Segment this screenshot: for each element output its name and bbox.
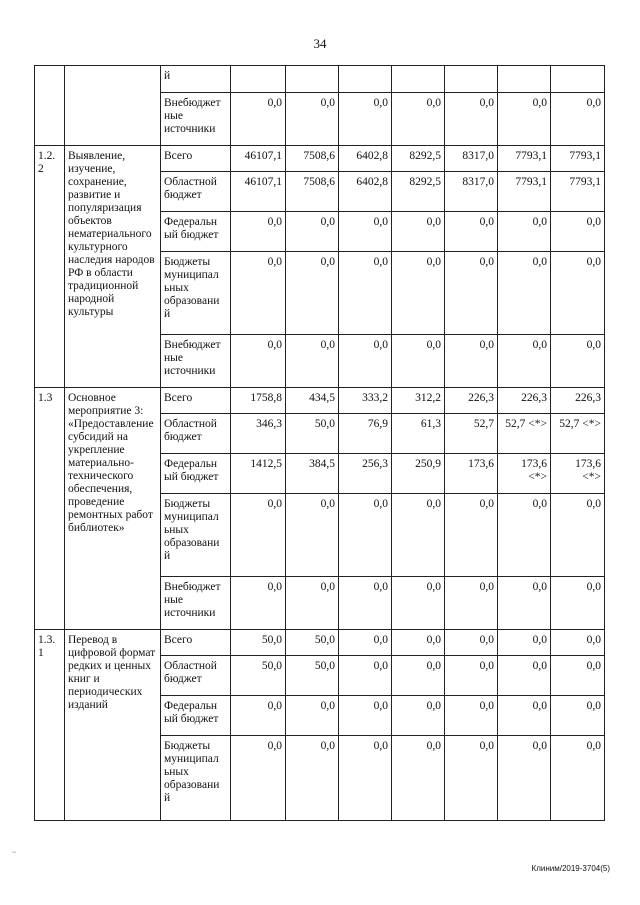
value-cell: 0,0 (286, 93, 339, 146)
value-cell: 0,0 (339, 494, 392, 577)
value-cell: 0,0 (339, 656, 392, 696)
source-cell: Областной бюджет (161, 656, 231, 696)
value-cell: 0,0 (339, 696, 392, 736)
scan-margin-mark: ~ (12, 848, 17, 857)
value-cell: 50,0 (286, 630, 339, 656)
value-cell: 0,0 (551, 736, 605, 821)
value-cell: 0,0 (551, 656, 605, 696)
value-cell: 0,0 (339, 252, 392, 335)
measure-name-cell: Выявление, изучение, сохранение, развитие и популяризация объектов нематериального культурного наследия народов РФ в области традиционной народной культуры (65, 146, 161, 388)
value-cell: 0,0 (286, 252, 339, 335)
value-cell: 226,3 (498, 388, 551, 414)
value-cell: 6402,8 (339, 146, 392, 172)
table-row (35, 146, 605, 172)
value-cell: 0,0 (392, 212, 445, 252)
value-cell: 50,0 (231, 656, 286, 696)
value-cell: 0,0 (498, 252, 551, 335)
value-cell: 0,0 (286, 212, 339, 252)
value-cell: 7793,1 (498, 172, 551, 212)
value-cell: 50,0 (286, 656, 339, 696)
value-cell: 8292,5 (392, 172, 445, 212)
source-cell: Бюджеты муниципал ьных образовани й (161, 252, 231, 335)
value-cell: 0,0 (231, 736, 286, 821)
source-cell: Всего (161, 630, 231, 656)
value-cell (231, 66, 286, 93)
value-cell: 0,0 (392, 93, 445, 146)
value-cell: 0,0 (551, 93, 605, 146)
value-cell: 46107,1 (231, 146, 286, 172)
value-cell: 61,3 (392, 414, 445, 454)
value-cell: 0,0 (445, 494, 498, 577)
value-cell: 250,9 (392, 454, 445, 494)
value-cell: 0,0 (498, 212, 551, 252)
value-cell: 0,0 (551, 696, 605, 736)
value-cell: 312,2 (392, 388, 445, 414)
value-cell: 0,0 (498, 577, 551, 630)
value-cell: 0,0 (498, 696, 551, 736)
code-cell (35, 66, 65, 146)
value-cell: 0,0 (286, 736, 339, 821)
value-cell: 0,0 (286, 577, 339, 630)
value-cell: 0,0 (231, 212, 286, 252)
value-cell: 384,5 (286, 454, 339, 494)
measure-name-cell (65, 66, 161, 146)
value-cell: 1412,5 (231, 454, 286, 494)
value-cell: 0,0 (551, 212, 605, 252)
source-cell: Федеральн ый бюджет (161, 696, 231, 736)
value-cell: 0,0 (445, 736, 498, 821)
value-cell: 7793,1 (498, 146, 551, 172)
value-cell: 0,0 (445, 252, 498, 335)
value-cell: 256,3 (339, 454, 392, 494)
value-cell (339, 66, 392, 93)
value-cell: 0,0 (445, 630, 498, 656)
value-cell: 0,0 (498, 335, 551, 388)
value-cell: 434,5 (286, 388, 339, 414)
value-cell: 0,0 (392, 630, 445, 656)
value-cell: 0,0 (498, 736, 551, 821)
value-cell: 7508,6 (286, 172, 339, 212)
value-cell: 0,0 (392, 494, 445, 577)
value-cell: 173,6 (445, 454, 498, 494)
value-cell: 46107,1 (231, 172, 286, 212)
value-cell: 0,0 (445, 335, 498, 388)
value-cell: 52,7 <*> (551, 414, 605, 454)
source-cell: Бюджеты муниципал ьных образовани й (161, 494, 231, 577)
value-cell: 50,0 (231, 630, 286, 656)
value-cell: 0,0 (339, 212, 392, 252)
source-cell: Внебюджет ные источники (161, 577, 231, 630)
value-cell: 0,0 (551, 335, 605, 388)
value-cell: 0,0 (445, 93, 498, 146)
value-cell: 0,0 (339, 577, 392, 630)
table-row (35, 388, 605, 414)
value-cell: 0,0 (392, 335, 445, 388)
source-cell: Федеральн ый бюджет (161, 454, 231, 494)
value-cell: 0,0 (498, 630, 551, 656)
source-cell: Областной бюджет (161, 414, 231, 454)
value-cell (445, 66, 498, 93)
value-cell: 0,0 (231, 577, 286, 630)
budget-table-body (35, 66, 605, 821)
value-cell: 0,0 (286, 335, 339, 388)
value-cell: 8317,0 (445, 172, 498, 212)
source-cell: Внебюджет ные источники (161, 335, 231, 388)
measure-name-cell: Основное мероприятие 3: «Предоставление субсидий на укрепление материально-технического обеспечения, проведение ремонтных работ библиотек» (65, 388, 161, 630)
value-cell: 0,0 (551, 494, 605, 577)
value-cell: 0,0 (445, 212, 498, 252)
value-cell (392, 66, 445, 93)
value-cell: 52,7 <*> (498, 414, 551, 454)
value-cell: 8292,5 (392, 146, 445, 172)
value-cell: 0,0 (286, 494, 339, 577)
table-row (35, 66, 605, 93)
value-cell: 0,0 (392, 736, 445, 821)
source-cell: й (161, 66, 231, 93)
code-cell: 1.3 (35, 388, 65, 630)
value-cell: 0,0 (339, 335, 392, 388)
value-cell (551, 66, 605, 93)
value-cell: 0,0 (445, 656, 498, 696)
value-cell: 8317,0 (445, 146, 498, 172)
value-cell: 173,6 <*> (498, 454, 551, 494)
page-number: 34 (313, 36, 327, 51)
value-cell (286, 66, 339, 93)
value-cell: 0,0 (551, 630, 605, 656)
value-cell: 52,7 (445, 414, 498, 454)
value-cell: 346,3 (231, 414, 286, 454)
code-cell: 1.2. 2 (35, 146, 65, 388)
source-cell: Внебюджет ные источники (161, 93, 231, 146)
value-cell: 333,2 (339, 388, 392, 414)
source-cell: Бюджеты муниципал ьных образовани й (161, 736, 231, 821)
value-cell: 0,0 (339, 736, 392, 821)
value-cell: 0,0 (339, 630, 392, 656)
value-cell: 0,0 (286, 696, 339, 736)
value-cell: 0,0 (392, 696, 445, 736)
value-cell: 0,0 (231, 335, 286, 388)
value-cell: 0,0 (551, 252, 605, 335)
code-cell: 1.3. 1 (35, 630, 65, 821)
value-cell: 50,0 (286, 414, 339, 454)
source-cell: Федеральн ый бюджет (161, 212, 231, 252)
value-cell: 173,6 <*> (551, 454, 605, 494)
value-cell: 0,0 (231, 252, 286, 335)
source-cell: Всего (161, 388, 231, 414)
source-cell: Областной бюджет (161, 172, 231, 212)
value-cell: 76,9 (339, 414, 392, 454)
value-cell (498, 66, 551, 93)
value-cell: 6402,8 (339, 172, 392, 212)
value-cell: 7508,6 (286, 146, 339, 172)
value-cell: 0,0 (498, 656, 551, 696)
value-cell: 0,0 (392, 252, 445, 335)
value-cell: 1758,8 (231, 388, 286, 414)
value-cell: 0,0 (231, 494, 286, 577)
value-cell: 0,0 (231, 696, 286, 736)
measure-name-cell: Перевод в цифровой формат редких и ценных книг и периодических изданий (65, 630, 161, 821)
value-cell: 0,0 (231, 93, 286, 146)
value-cell: 7793,1 (551, 146, 605, 172)
budget-table (34, 65, 605, 821)
value-cell: 226,3 (445, 388, 498, 414)
value-cell: 0,0 (498, 93, 551, 146)
value-cell: 0,0 (551, 577, 605, 630)
value-cell: 0,0 (445, 696, 498, 736)
value-cell: 0,0 (392, 656, 445, 696)
value-cell: 0,0 (392, 577, 445, 630)
document-code-footer: Клиним/2019-3704(5) (531, 864, 610, 873)
value-cell: 0,0 (498, 494, 551, 577)
value-cell: 0,0 (445, 577, 498, 630)
value-cell: 7793,1 (551, 172, 605, 212)
value-cell: 226,3 (551, 388, 605, 414)
value-cell: 0,0 (339, 93, 392, 146)
source-cell: Всего (161, 146, 231, 172)
table-row (35, 630, 605, 656)
